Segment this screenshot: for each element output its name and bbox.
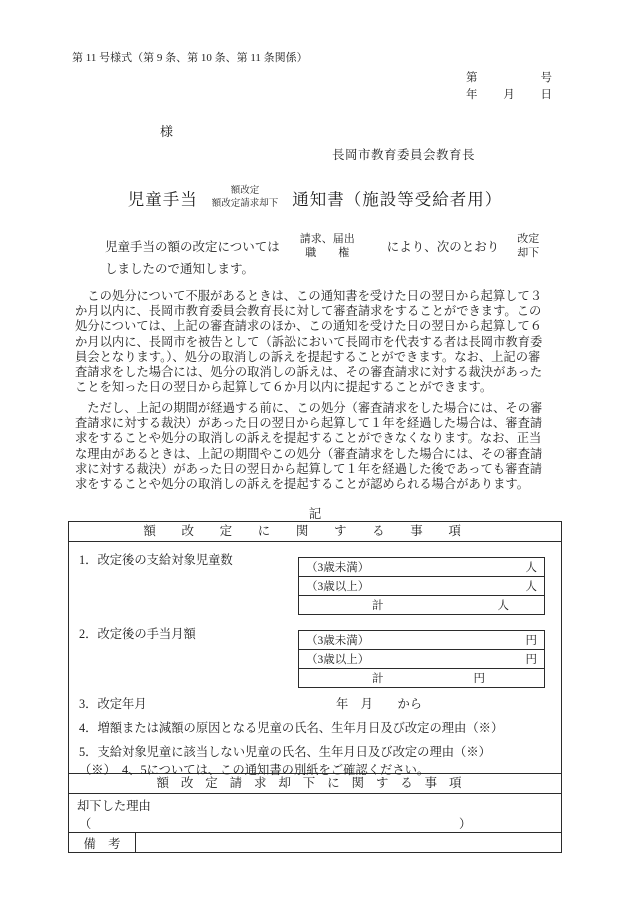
- date-month-label: 月: [503, 89, 515, 101]
- title-option-bottom: 額改定請求却下: [211, 199, 279, 209]
- lead-part2: により、次のとおり: [386, 240, 500, 254]
- remarks-label: 備 考: [69, 833, 136, 852]
- doc-meta-block: [466, 70, 552, 104]
- ki-label: 記: [308, 507, 322, 521]
- body-paragraph-1: この処分について不服があるときは、この通知書を受けた日の翌日から起算して３ か月以内に、長岡市教育委員会教育長に対して審査請求をすることができます。この 処分については、上記の審査請求のほか、この通知を受けた日の翌日から起算して６ か月以内に、長岡市を被告として（訴訟において長岡市を代表する者は長岡市教育委 員会となります。）、処分の取消しの訴えを提起することができます。なお、上記の審 査請求をした場合には、処分の取消しの訴えは、その審査請求に対する裁決があった ことを知った日の翌日から起算して６か月以内に提起することができます。: [75, 289, 543, 395]
- amount-under3-unit: 円: [525, 635, 537, 647]
- monthly-amount-table: [298, 630, 545, 688]
- doc-number-suffix: 号: [540, 72, 552, 84]
- table-section1-body: [69, 542, 561, 777]
- item1-label: 1．改定後の支給対象児童数: [79, 553, 233, 567]
- doc-number-prefix: 第: [466, 72, 478, 84]
- doc-number-row: [466, 70, 552, 87]
- addressee-honorific: 様: [160, 124, 174, 139]
- body-paragraph-2: ただし、上記の期間が経過する前に、この処分（審査請求をした場合には、その審 査請求に対する裁決）があった日の翌日から起算して１年を経過した場合は、審査請 求をすることや処分の取消しの訴えを提起することができなくなります。なお、正当 な理由があるときは、上記の期間やこの処分（審査請求をした場合には、その審査請 求に対する裁決）があった日の翌日から起算して１年を経過した後であっても審査請 求をすることや処分の取消しの訴えを提起することが認められる場合があります。: [75, 401, 543, 492]
- amount-total-unit: 円: [473, 673, 485, 685]
- method-option-bottom: 職 権: [305, 247, 350, 259]
- rejection-paren-close: ）: [459, 817, 472, 831]
- amount-under3-label: （3歳未満）: [306, 635, 370, 647]
- title-left: 児童手当: [127, 190, 198, 209]
- lead-part1: 児童手当の額の改定については: [105, 240, 280, 254]
- table-row: [299, 669, 544, 687]
- form-number-line: 第 11 号様式（第 9 条、第 10 条、第 11 条関係）: [72, 52, 308, 64]
- asterisk-note: （※） 4、5については、この通知書の別紙をご確認ください。: [79, 763, 430, 777]
- method-option-top: 請求、届出: [299, 233, 355, 245]
- rejection-paren-open: （: [79, 817, 92, 831]
- item3-date-value: 年 月 から: [336, 697, 423, 711]
- date-row: [466, 87, 552, 104]
- amount-total-label: 計: [372, 673, 384, 685]
- count-under3-unit: 人: [525, 562, 537, 574]
- amount-over3-unit: 円: [525, 654, 537, 666]
- item5-label: 5．支給対象児童に該当しない児童の氏名、生年月日及び改定の理由（※）: [79, 745, 491, 759]
- table-row: [299, 577, 544, 596]
- count-total-unit: 人: [497, 600, 509, 612]
- count-over3-unit: 人: [525, 581, 537, 593]
- table-section1-header: 額改定に関する事項: [69, 522, 561, 542]
- count-under3-label: （3歳未満）: [306, 562, 370, 574]
- result-option-bottom: 却下: [517, 247, 540, 259]
- count-over3-label: （3歳以上）: [306, 581, 370, 593]
- result-option-stack: [517, 232, 539, 260]
- main-table: [68, 521, 562, 853]
- date-year-label: 年: [466, 89, 478, 101]
- table-section2-header: 額改定請求却下に関する事項: [69, 773, 561, 794]
- document-title: [0, 181, 630, 215]
- table-row: [299, 596, 544, 614]
- table-row: [299, 558, 544, 577]
- title-right: 通知書（施設等受給者用）: [292, 190, 503, 209]
- table-row: [299, 650, 544, 669]
- lead-sentence: [105, 232, 539, 260]
- item3-label: 3．改定年月: [79, 697, 147, 711]
- amount-over3-label: （3歳以上）: [306, 654, 370, 666]
- item4-label: 4．増額または減額の原因となる児童の氏名、生年月日及び改定の理由（※）: [79, 721, 504, 735]
- remarks-row: [69, 833, 561, 852]
- title-option-stack: [212, 185, 279, 211]
- rejection-reason-label: 却下した理由: [77, 799, 151, 813]
- count-total-label: 計: [372, 600, 384, 612]
- date-day-label: 日: [540, 89, 552, 101]
- remarks-value-cell: [136, 833, 561, 852]
- result-option-top: 改定: [517, 233, 540, 245]
- child-count-table: [298, 557, 545, 615]
- method-option-stack: [300, 232, 355, 260]
- lead-sentence-tail: しましたので通知します。: [105, 262, 255, 276]
- table-row: [299, 631, 544, 650]
- title-option-top: 額改定: [230, 186, 260, 196]
- rejection-reason-cell: [69, 794, 561, 833]
- item2-label: 2．改定後の手当月額: [79, 627, 196, 641]
- issuer-name: 長岡市教育委員会教育長: [332, 148, 476, 162]
